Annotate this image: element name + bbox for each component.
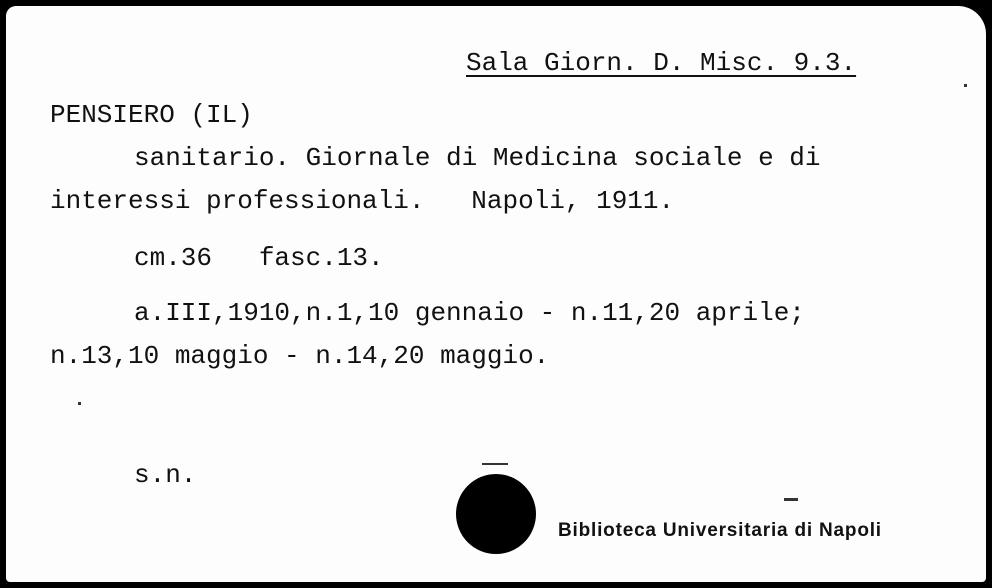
format-line: cm.36 fasc.13. (134, 243, 384, 273)
holdings-line-1: a.III,1910,n.1,10 gennaio - n.11,20 aprile; (134, 298, 805, 328)
holdings-line-2: n.13,10 maggio - n.14,20 maggio. (50, 341, 550, 371)
library-stamp-dot (456, 474, 536, 554)
ink-speck (482, 463, 508, 465)
library-stamp-text: Biblioteca Universitaria di Napoli (558, 520, 882, 541)
note-line: s.n. (134, 460, 197, 490)
catalog-card (6, 6, 986, 582)
ink-speck (78, 402, 81, 405)
ink-speck (784, 498, 798, 501)
subtitle-line-1: sanitario. Giornale di Medicina sociale e di (134, 143, 821, 173)
ink-speck (964, 84, 967, 87)
record-title: PENSIERO (IL) (50, 100, 253, 130)
subtitle-line-2: interessi professionali. Napoli, 1911. (50, 186, 675, 216)
shelfmark: Sala Giorn. D. Misc. 9.3. (466, 48, 857, 78)
